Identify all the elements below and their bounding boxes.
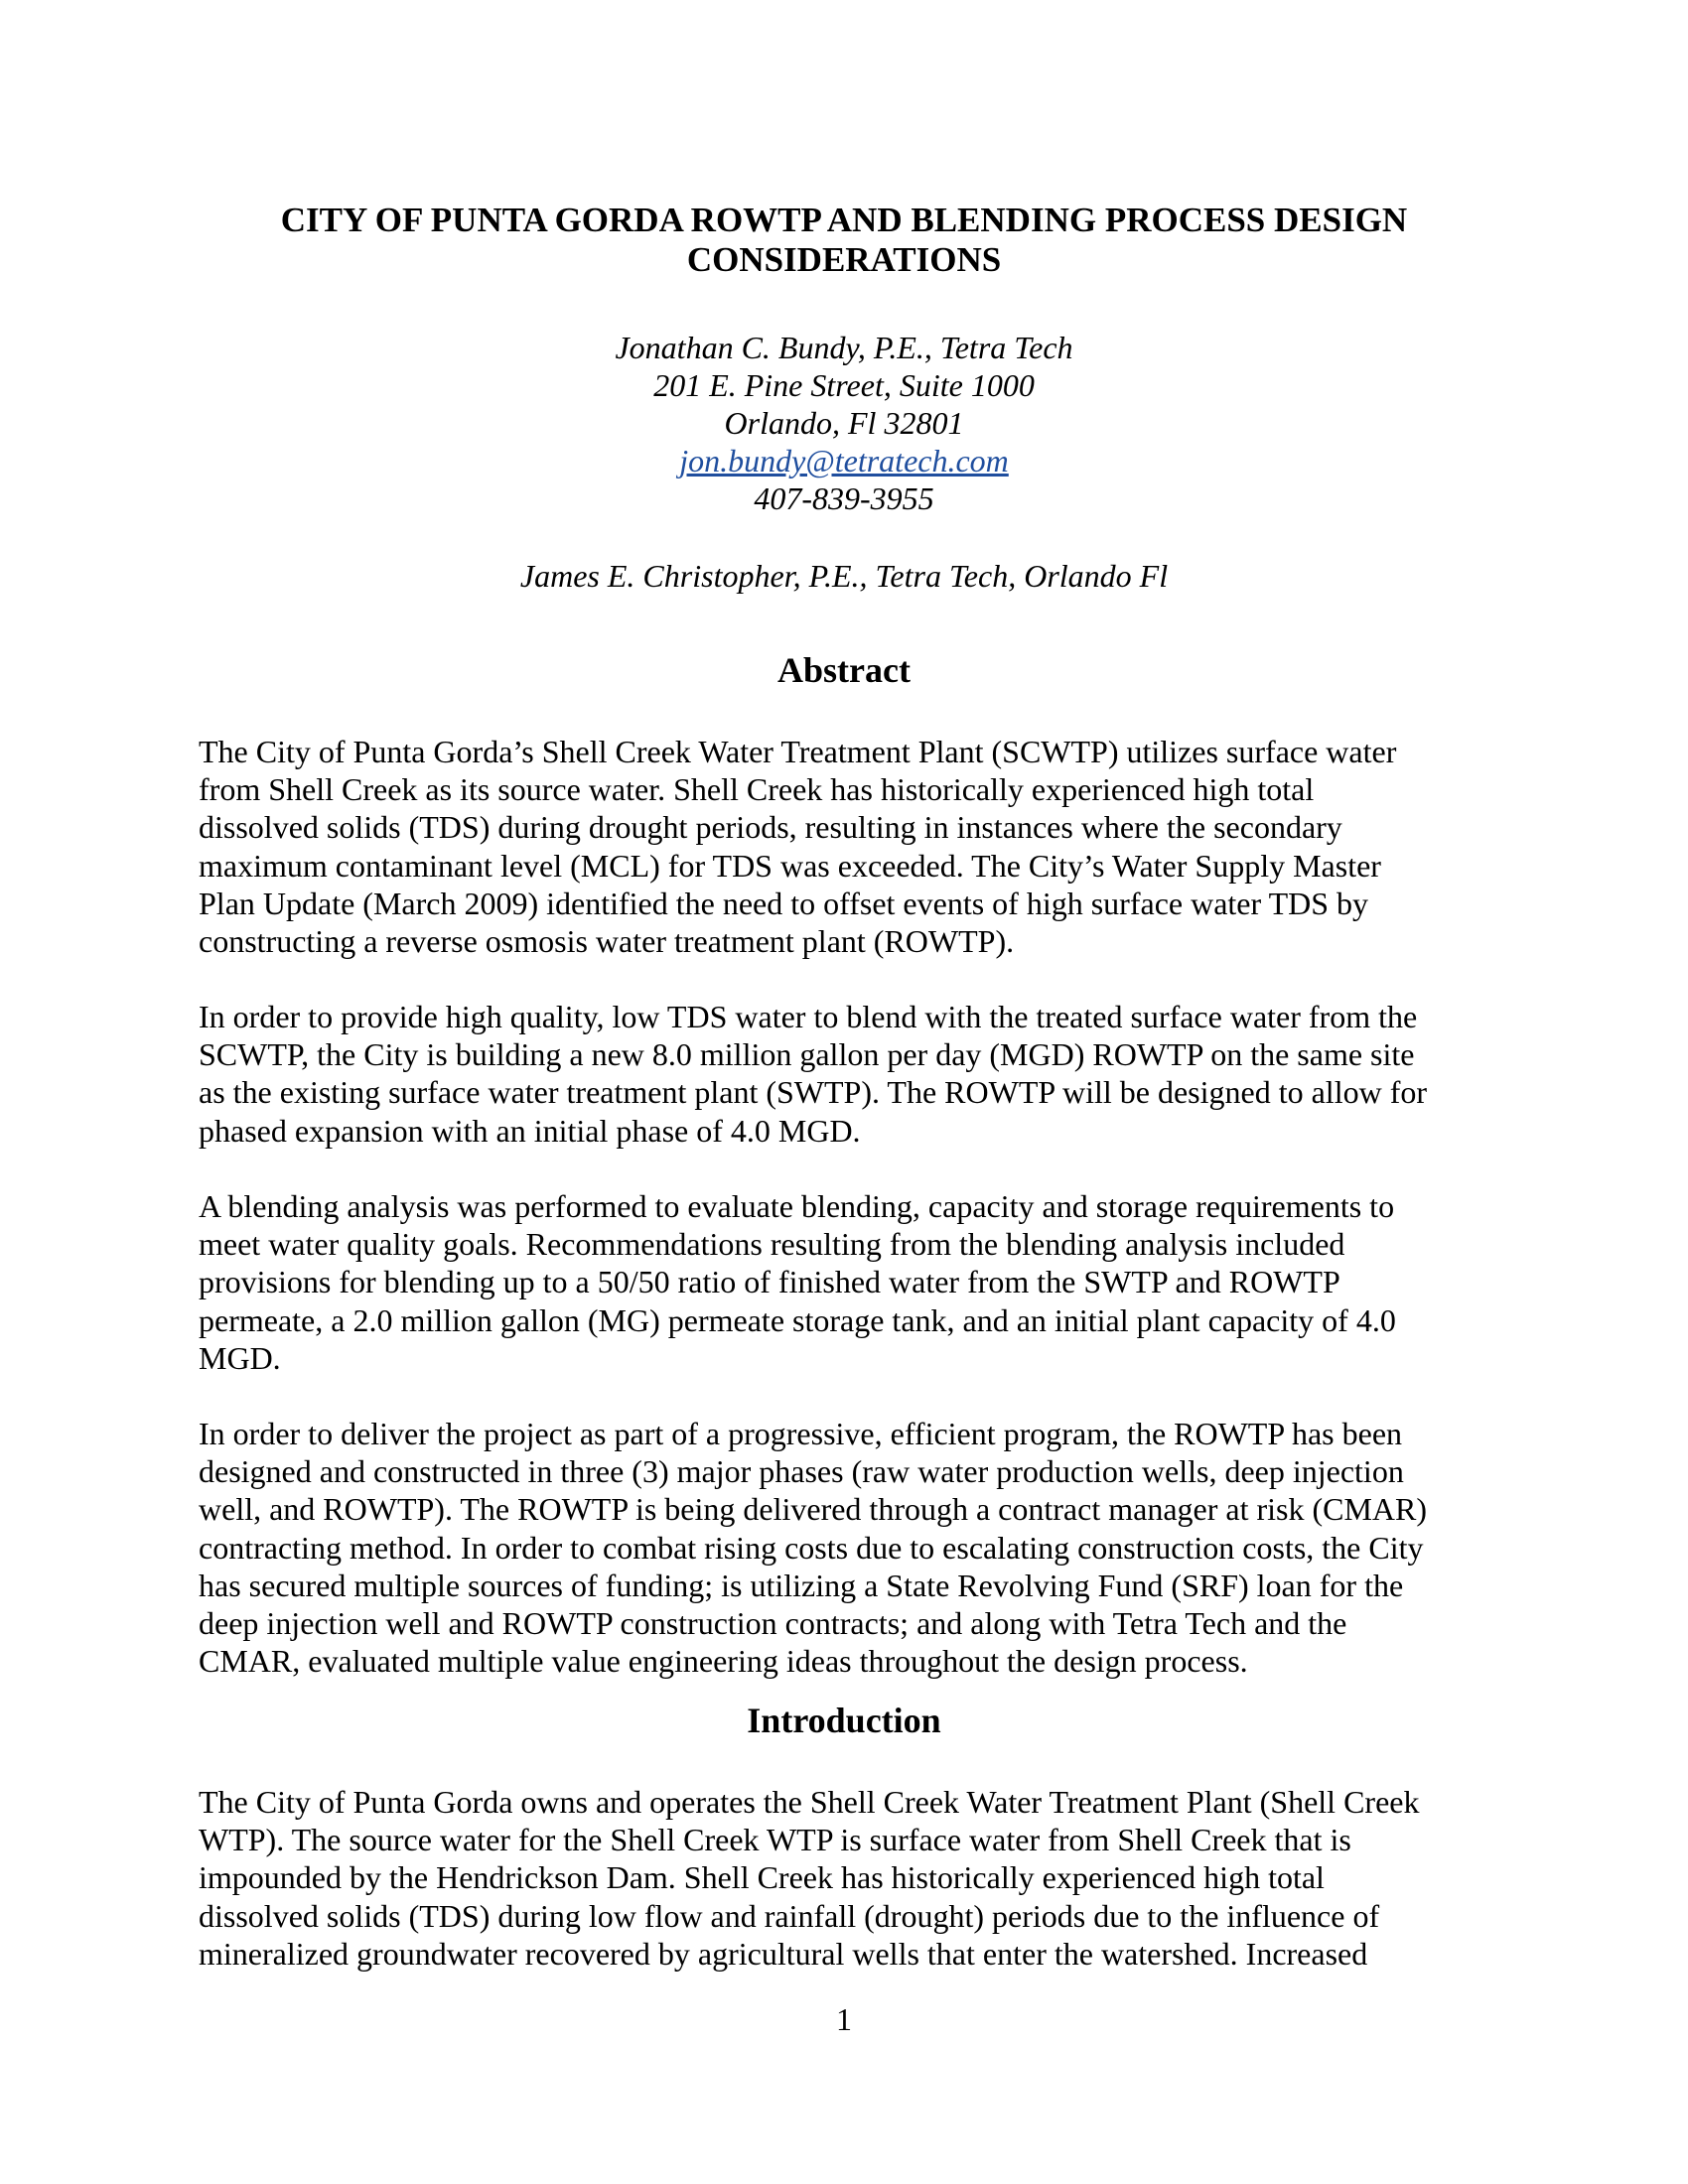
text-line: Plan Update (March 2009) identified the need to offset events of high surface water TDS by xyxy=(199,885,1369,921)
author-block xyxy=(199,329,1489,517)
text-line: contracting method. In order to combat rising costs due to escalating construction costs, the City xyxy=(199,1529,1424,1566)
text-line: maximum contaminant level (MCL) for TDS was exceeded. The City’s Water Supply Master xyxy=(199,847,1381,884)
text-line: permeate, a 2.0 million gallon (MG) permeate storage tank, and an initial plant capacity of 4.0 xyxy=(199,1301,1396,1338)
title-line: CITY OF PUNTA GORDA ROWTP AND BLENDING PROCESS DESIGN xyxy=(280,201,1408,239)
text-line: impounded by the Hendrickson Dam. Shell Creek has historically experienced high total xyxy=(199,1859,1325,1896)
text-line: deep injection well and ROWTP construction contracts; and along with Tetra Tech and the xyxy=(199,1605,1347,1642)
text-line: dissolved solids (TDS) during drought periods, resulting in instances where the secondary xyxy=(199,809,1342,846)
text-line: well, and ROWTP). The ROWTP is being delivered through a contract manager at risk (CMAR) xyxy=(199,1491,1428,1528)
author-email-link[interactable]: jon.bundy@tetratech.com xyxy=(679,443,1009,478)
text-line: has secured multiple sources of funding; is utilizing a State Revolving Fund (SRF) loan for the xyxy=(199,1567,1404,1603)
introduction-heading: Introduction xyxy=(747,1701,941,1740)
text-line: MGD. xyxy=(199,1339,281,1376)
text-line: The City of Punta Gorda owns and operates the Shell Creek Water Treatment Plant (Shell Creek xyxy=(199,1784,1420,1820)
title-line: CONSIDERATIONS xyxy=(686,240,1002,279)
text-line: as the existing surface water treatment plant (SWTP). The ROWTP will be designed to allow for xyxy=(199,1074,1427,1111)
second-author: James E. Christopher, P.E., Tetra Tech, Orlando Fl xyxy=(519,558,1169,594)
text-line: phased expansion with an initial phase of 4.0 MGD. xyxy=(199,1112,861,1149)
text-line: In order to deliver the project as part of a progressive, efficient program, the ROWTP has been xyxy=(199,1416,1403,1451)
author-name: Jonathan C. Bundy, P.E., Tetra Tech xyxy=(615,330,1073,365)
text-line: CMAR, evaluated multiple value engineering ideas throughout the design process. xyxy=(199,1643,1248,1680)
abstract-paragraph-3 xyxy=(199,1187,1489,1377)
text-line: constructing a reverse osmosis water treatment plant (ROWTP). xyxy=(199,923,1015,960)
text-line: WTP). The source water for the Shell Creek WTP is surface water from Shell Creek that is xyxy=(199,1822,1351,1858)
paper-title xyxy=(199,201,1489,280)
text-line: SCWTP, the City is building a new 8.0 million gallon per day (MGD) ROWTP on the same site xyxy=(199,1036,1415,1073)
abstract-paragraph-4 xyxy=(199,1415,1489,1680)
text-line: designed and constructed in three (3) major phases (raw water production wells, deep injection xyxy=(199,1453,1404,1490)
abstract-paragraph-2 xyxy=(199,998,1489,1150)
text-line: The City of Punta Gorda’s Shell Creek Water Treatment Plant (SCWTP) utilizes surface water xyxy=(199,734,1397,769)
page-number: 1 xyxy=(836,2001,852,2037)
text-line: In order to provide high quality, low TDS water to blend with the treated surface water from the xyxy=(199,999,1418,1034)
author-street: 201 E. Pine Street, Suite 1000 xyxy=(653,367,1035,403)
text-line: meet water quality goals. Recommendations resulting from the blending analysis included xyxy=(199,1226,1345,1263)
author-phone: 407-839-3955 xyxy=(754,480,934,516)
text-line: mineralized groundwater recovered by agricultural wells that enter the watershed. Increased xyxy=(199,1935,1368,1972)
author-city: Orlando, Fl 32801 xyxy=(724,405,964,441)
document-page xyxy=(199,0,1489,2184)
abstract-paragraph-1 xyxy=(199,733,1489,960)
text-line: provisions for blending up to a 50/50 ratio of finished water from the SWTP and ROWTP xyxy=(199,1264,1340,1300)
text-line: from Shell Creek as its source water. Shell Creek has historically experienced high total xyxy=(199,771,1315,808)
introduction-paragraph-1 xyxy=(199,1783,1489,1973)
text-line: A blending analysis was performed to evaluate blending, capacity and storage requirements to xyxy=(199,1188,1395,1224)
abstract-heading: Abstract xyxy=(777,650,911,690)
text-line: dissolved solids (TDS) during low flow and rainfall (drought) periods due to the influence of xyxy=(199,1897,1380,1934)
